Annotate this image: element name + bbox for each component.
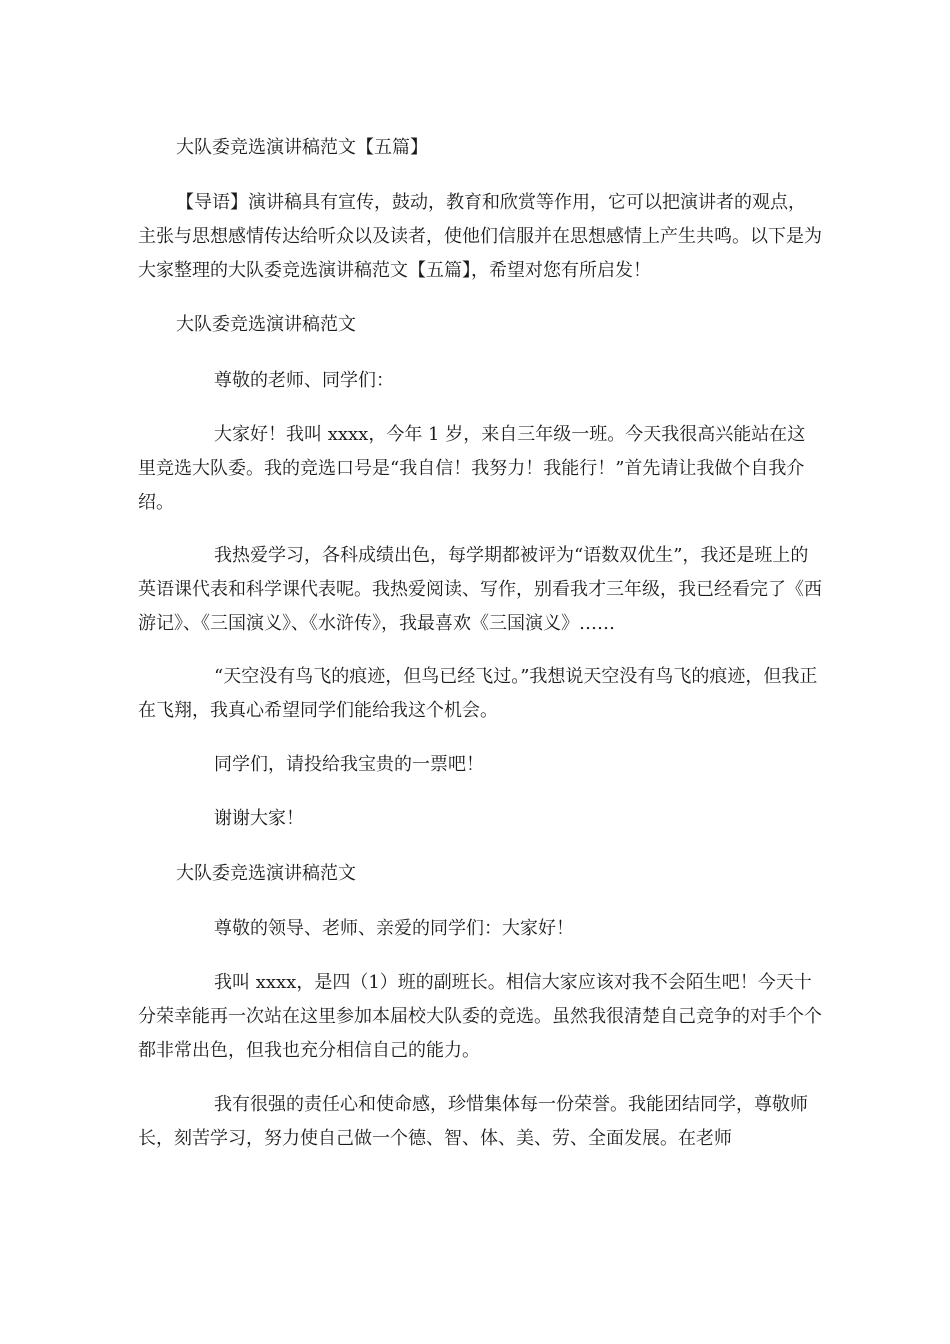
greeting: 尊敬的老师、同学们： xyxy=(214,370,394,391)
section-heading: 大队委竞选演讲稿范文 xyxy=(176,314,356,335)
greeting: 尊敬的领导、老师、亲爱的同学们：大家好！ xyxy=(214,918,574,939)
body-paragraph: 同学们，请投给我宝贵的一票吧！ xyxy=(214,754,484,775)
body-paragraph: “天空没有鸟飞的痕迹，但鸟已经飞过。”我想说天空没有鸟飞的痕迹，但我正在飞翔，我真心希望同学们能给我这个机会。 xyxy=(138,666,818,721)
body-paragraph: 大家好！我叫 xxxx，今年 1 岁，来自三年级一班。今天我很高兴能站在这里竞选大队委。我的竞选口号是“我自信！我努力！我能行！”首先请让我做个自我介绍。 xyxy=(138,424,806,513)
body-paragraph: 我有很强的责任心和使命感，珍惜集体每一份荣誉。我能团结同学，尊敬师长，刻苦学习，努力使自己做一个德、智、体、美、劳、全面发展。在老师 xyxy=(138,1094,808,1149)
intro-paragraph: 【导语】演讲稿具有宣传，鼓动，教育和欣赏等作用，它可以把演讲者的观点，主张与思想感情传达给听众以及读者，使他们信服并在思想感情上产生共鸣。以下是为大家整理的大队委竞选演讲稿范文【五篇】，希望对您有所启发！ xyxy=(138,192,822,281)
body-paragraph: 我热爱学习，各科成绩出色，每学期都被评为“语数双优生”，我还是班上的英语课代表和科学课代表呢。我热爱阅读、写作，别看我才三年级，我已经看完了《西游记》、《三国演义》、《水浒传》，我最喜欢《三国演义》…… xyxy=(138,545,822,634)
section-heading: 大队委竞选演讲稿范文 xyxy=(176,863,356,884)
closing-line: 谢谢大家！ xyxy=(214,808,304,829)
body-paragraph: 我叫 xxxx，是四（1）班的副班长。相信大家应该对我不会陌生吧！今天十分荣幸能再一次站在这里参加本届校大队委的竞选。虽然我很清楚自己竞争的对手个个都非常出色，但我也充分相信自己的能力。 xyxy=(138,972,822,1061)
document-title: 大队委竞选演讲稿范文【五篇】 xyxy=(176,137,428,158)
